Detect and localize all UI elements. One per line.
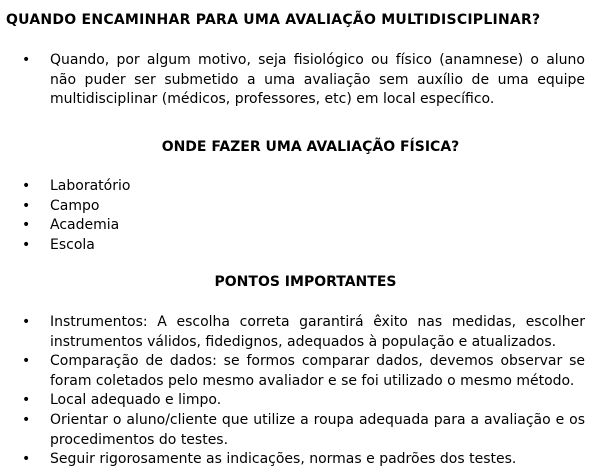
bullet-icon: • [22,197,31,214]
section-heading-pontos-importantes: PONTOS IMPORTANTES [214,274,397,290]
list-item [0,177,603,197]
bullet-icon: • [22,353,31,370]
bullet-icon: • [22,52,31,68]
section-heading-onde-fazer: ONDE FAZER UMA AVALIAÇÃO FÍSICA? [161,139,460,155]
list-item [0,411,603,450]
bullet-icon: • [22,392,31,409]
list-item [0,197,603,217]
bullet-icon: • [22,217,31,234]
list-item-text: Local adequado e limpo. [50,392,222,409]
list-item-text: Campo [50,197,100,214]
bullet-icon: • [22,451,31,468]
list-item-text: Instrumentos: A escolha correta garantirá êxito nas medidas, escolher instrumentos válidos, fidedignos, adequados à população e atualizados. [50,314,585,350]
list-item [0,51,603,110]
list-item [0,450,603,470]
list-item-text: Escola [50,236,95,253]
important-points-list [0,313,603,470]
list-item-text: Laboratório [50,178,131,194]
list-item-text: Comparação de dados: se formos comparar dados, devemos observar se foram coletados pelo mesmo avaliador e se foi utilizado o mesmo método. [50,353,585,389]
list-item [0,352,603,391]
list-item-text: Orientar o aluno/cliente que utilize a roupa adequada para a avaliação e os procedimentos do testes. [50,411,585,448]
bullet-icon: • [22,411,31,428]
multidisciplinar-list [0,51,603,110]
list-item-text: Academia [50,217,120,234]
bullet-icon: • [22,236,31,253]
list-item [0,236,603,256]
list-item [0,391,603,411]
bullet-icon: • [22,314,31,330]
list-item-text: Quando, por algum motivo, seja fisiológico ou físico (anamnese) o aluno não puder ser submetido a uma avaliação sem auxílio de uma equipe multidisciplinar (médicos, professores, etc) em local específico. [50,52,585,108]
locations-list [0,177,603,255]
bullet-icon: • [22,178,31,194]
list-item-text: Seguir rigorosamente as indicações, normas e padrões dos testes. [50,451,517,468]
list-item [0,313,603,352]
section-heading-multidisciplinar: QUANDO ENCAMINHAR PARA UMA AVALIAÇÃO MULTIDISCIPLINAR? [6,12,541,28]
list-item [0,216,603,236]
